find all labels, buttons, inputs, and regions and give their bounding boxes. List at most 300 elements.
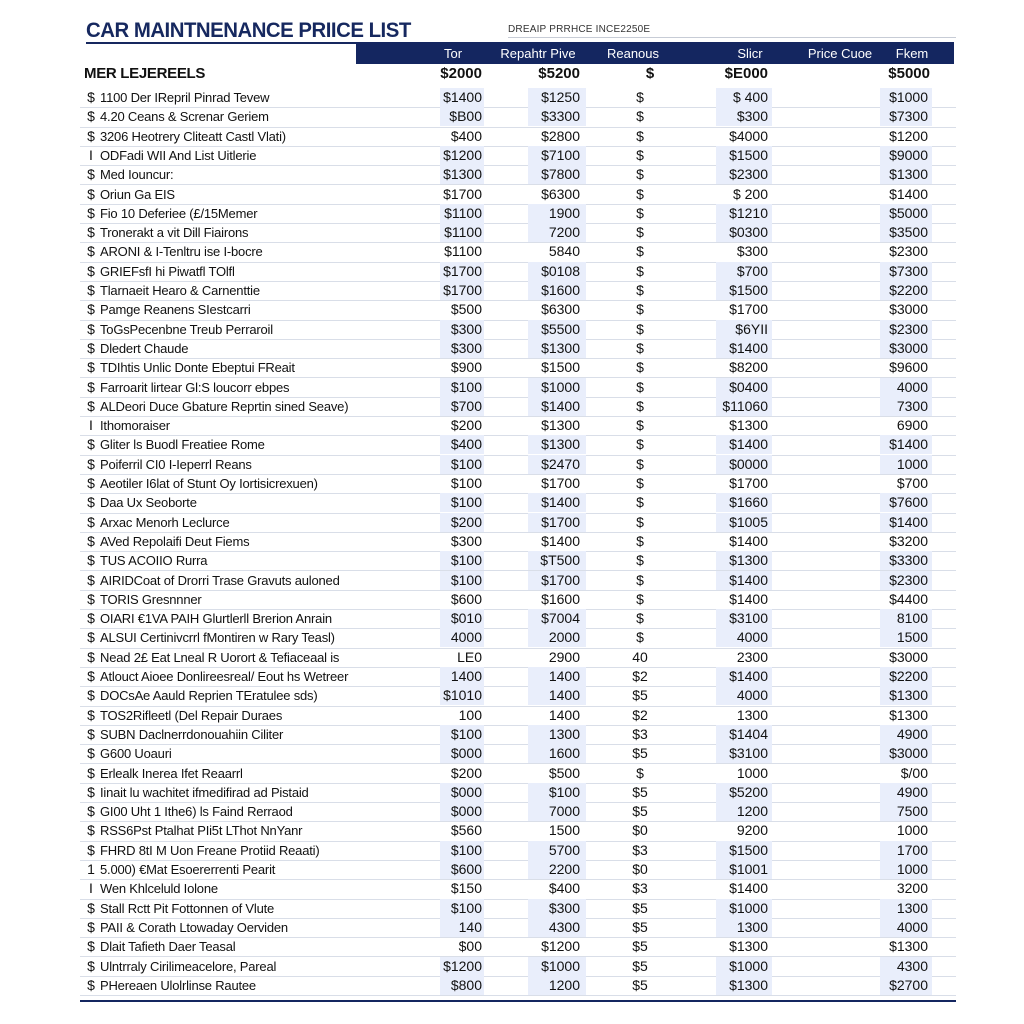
document-subtitle: DREAIP PRRHCE INCE2250E: [508, 24, 651, 35]
price-cell-repair: $300: [548, 899, 580, 916]
row-marker: $: [87, 224, 95, 241]
price-cell-reanous: $: [636, 127, 644, 144]
column-header-6: Fkem: [895, 46, 929, 61]
service-name: Pamge Reanens SIestcarri: [100, 302, 251, 318]
service-name: TOS2Rifleetl (Del Repair Duraes: [100, 707, 283, 723]
price-cell-repair: $3300: [541, 108, 580, 125]
service-name: Ulntrraly Cirilimeacelore, Pareal: [100, 958, 277, 974]
price-cell-slicr: $1000: [729, 899, 768, 916]
table-row: [80, 513, 956, 533]
price-cell-slicr: 4000: [736, 687, 768, 704]
price-cell-slicr: $3100: [729, 610, 768, 627]
price-cell-fkem: $1400: [889, 513, 928, 530]
price-cell-reanous: $: [636, 185, 644, 202]
price-cell-tor: $300: [450, 339, 482, 356]
row-marker: I: [89, 146, 93, 163]
price-cell-repair: $0108: [541, 262, 580, 279]
price-cell-reanous: $: [636, 262, 644, 279]
price-cell-fkem: $700: [896, 475, 928, 491]
price-cell-slicr: $1300: [729, 938, 768, 955]
row-marker: I: [89, 417, 93, 434]
service-name: Poiferril CI0 I-Ieperrl Reans: [100, 456, 252, 472]
price-cell-repair: 7000: [548, 803, 580, 820]
service-name: Erlealk Inerea Ifet Reaarrl: [100, 765, 243, 781]
price-cell-fkem: 4900: [896, 783, 928, 800]
service-name: FHRD 8tI M Uon Freane Protiid Reaati): [100, 842, 320, 858]
price-cell-fkem: 3200: [896, 880, 928, 897]
row-marker: $: [87, 668, 95, 684]
price-cell-fkem: $4400: [889, 590, 928, 607]
price-cell-slicr: $1400: [729, 668, 768, 684]
price-cell-reanous: $: [636, 629, 644, 646]
price-cell-tor: $1100: [444, 204, 482, 221]
price-cell-repair: $7800: [541, 166, 580, 183]
price-cell-fkem: 4000: [896, 918, 928, 935]
row-marker: $: [87, 938, 95, 955]
price-cell-repair: $1300: [541, 339, 580, 356]
row-marker: $: [87, 494, 95, 511]
price-cell-slicr: $1500: [729, 146, 768, 163]
price-cell-reanous: $: [636, 610, 644, 627]
column-header-2: Repahtr Pive: [500, 46, 576, 61]
price-cell-tor: $100: [450, 899, 482, 916]
price-cell-slicr: $300: [736, 108, 768, 125]
price-cell-tor: $150: [450, 880, 482, 897]
price-cell-fkem: $3000: [889, 301, 928, 318]
price-cell-tor: $000: [450, 783, 482, 800]
price-cell-repair: 7200: [548, 224, 580, 241]
price-cell-slicr: 9200: [736, 822, 768, 839]
service-name: Nead 2£ Eat Lneal R Uorort & Tefiaceaal is: [100, 649, 340, 665]
price-cell-reanous: $: [636, 532, 644, 549]
price-cell-slicr: $1000: [729, 957, 768, 974]
price-cell-reanous: $3: [632, 725, 648, 742]
price-cell-tor: $200: [450, 417, 482, 434]
price-cell-slicr: $1400: [729, 590, 768, 607]
price-cell-tor: $1300: [443, 166, 482, 183]
price-cell-slicr: $1300: [729, 417, 768, 434]
price-cell-repair: $1700: [541, 571, 580, 588]
price-cell-slicr: 4000: [736, 629, 768, 646]
price-cell-reanous: $: [636, 359, 644, 376]
table-row: [80, 648, 956, 668]
price-cell-reanous: $: [636, 204, 644, 221]
price-cell-tor: $1700: [443, 185, 482, 202]
price-cell-reanous: $: [636, 764, 644, 781]
row-marker: $: [87, 957, 95, 974]
price-cell-repair: $7100: [541, 146, 580, 163]
service-name: ToGsPecenbne Treub Perraroil: [100, 321, 273, 337]
price-cell-repair: $6300: [541, 301, 580, 318]
service-name: ALSUI Certinivcrrl fMontiren w Rary Teasl): [100, 630, 335, 646]
row-marker: $: [87, 243, 95, 260]
price-cell-tor: $1200: [443, 957, 482, 974]
row-marker: $: [87, 127, 95, 144]
service-name: Wen Khlceluld Iolone: [100, 881, 218, 897]
price-cell-slicr: 1300: [736, 706, 768, 723]
price-cell-reanous: 40: [632, 648, 648, 665]
price-cell-reanous: $: [636, 301, 644, 318]
top-divider: [508, 37, 956, 38]
section-label: MER LEJEREELS: [84, 65, 206, 82]
row-marker: $: [87, 918, 95, 935]
price-cell-reanous: $: [636, 146, 644, 163]
service-name: AVed Repolaifi Deut Fiems: [100, 533, 250, 549]
price-cell-reanous: $: [636, 339, 644, 356]
table-row: [80, 320, 956, 340]
price-cell-reanous: $: [636, 590, 644, 607]
document-title: CAR MAINTNENANCE PRIICE LIST: [86, 19, 411, 42]
price-cell-reanous: $: [636, 494, 644, 511]
price-cell-tor: $010: [450, 610, 482, 627]
price-cell-repair: 1400: [548, 687, 580, 704]
service-name: 4.20 Ceans & Screnar Geriem: [100, 109, 269, 125]
price-cell-reanous: $5: [632, 938, 648, 955]
service-name: Tronerakt a vit Dill Fiairons: [100, 225, 249, 241]
price-cell-reanous: $: [636, 552, 644, 569]
price-cell-slicr: $1700: [729, 301, 768, 318]
row-marker: $: [87, 359, 95, 376]
row-marker: $: [87, 282, 95, 298]
row-marker: $: [87, 301, 95, 318]
table-row: [80, 937, 956, 957]
table-row: [80, 300, 956, 320]
price-cell-repair: 5840: [548, 243, 580, 260]
price-cell-tor: $1200: [443, 146, 482, 163]
row-marker: $: [87, 455, 95, 472]
price-cell-slicr: $4000: [729, 127, 768, 144]
price-cell-fkem: 4900: [896, 725, 928, 742]
row-marker: $: [87, 89, 95, 105]
price-cell-repair: $1250: [541, 89, 580, 105]
price-cell-tor: $600: [450, 590, 482, 607]
price-cell-fkem: $2300: [889, 571, 928, 588]
column-header-3: Reanous: [606, 46, 660, 61]
row-marker: $: [87, 706, 95, 723]
table-row: [80, 879, 956, 899]
table-row: [80, 339, 956, 359]
price-cell-tor: $300: [450, 320, 482, 337]
service-name: Stall Rctt Pit Fottonnen of Vlute: [100, 900, 275, 916]
table-row: [80, 435, 956, 455]
price-cell-slicr: $1005: [729, 513, 768, 530]
price-cell-tor: $1010: [443, 687, 482, 704]
row-marker: $: [87, 185, 95, 202]
title-underline: [86, 42, 358, 44]
row-marker: $: [87, 378, 95, 395]
price-cell-slicr: $6YII: [735, 320, 768, 337]
price-cell-reanous: $3: [632, 880, 648, 897]
price-cell-repair: $1700: [541, 475, 580, 491]
bottom-divider: [80, 1000, 956, 1002]
table-row: [80, 88, 956, 108]
price-cell-slicr: 1300: [736, 918, 768, 935]
price-cell-slicr: $1400: [729, 880, 768, 897]
table-row: [80, 551, 956, 571]
price-cell-reanous: $: [636, 108, 644, 125]
price-cell-repair: $1400: [541, 494, 580, 511]
service-name: Daa Ux Seoborte: [100, 495, 197, 511]
price-cell-fkem: $1300: [889, 166, 928, 183]
price-cell-reanous: $5: [632, 687, 648, 704]
price-cell-fkem: 8100: [896, 610, 928, 627]
price-cell-tor: $100: [450, 475, 482, 491]
row-marker: $: [87, 552, 95, 569]
price-cell-reanous: $: [636, 282, 644, 298]
price-cell-reanous: $5: [632, 783, 648, 800]
price-cell-fkem: 1500: [896, 629, 928, 646]
price-cell-slicr: $0000: [729, 455, 768, 472]
price-cell-slicr: $1210: [729, 204, 768, 221]
price-cell-repair: $T500: [540, 552, 580, 569]
table-row: [80, 918, 956, 938]
price-cell-tor: $100: [450, 571, 482, 588]
price-cell-tor: $300: [450, 532, 482, 549]
price-cell-repair: 2200: [548, 861, 580, 877]
price-cell-tor: $800: [450, 976, 482, 993]
price-cell-repair: $1300: [541, 417, 580, 434]
row-marker: $: [87, 899, 95, 916]
row-marker: I: [89, 880, 93, 897]
table-row: [80, 706, 956, 726]
table-row: [80, 358, 956, 378]
service-name: PAII & Corath Ltowaday Oerviden: [100, 919, 288, 935]
row-marker: $: [87, 976, 95, 993]
price-cell-tor: $200: [450, 513, 482, 530]
price-cell-tor: $200: [450, 764, 482, 781]
price-cell-fkem: $3500: [889, 224, 928, 241]
service-name: TDIhtis Unlic Donte Ebeptui FReait: [100, 360, 295, 376]
price-cell-slicr: $ 200: [732, 185, 768, 202]
table-row: [80, 764, 956, 784]
service-name: 3206 Heotrery Cliteatt Castl Vlati): [100, 128, 286, 144]
row-marker: $: [87, 571, 95, 588]
row-marker: $: [87, 725, 95, 742]
price-cell-slicr: 2300: [736, 648, 768, 665]
subheader-4: $E000: [724, 65, 768, 82]
price-cell-reanous: $5: [632, 957, 648, 974]
table-row: [80, 474, 956, 494]
table-row: [80, 686, 956, 706]
price-cell-repair: 2900: [548, 648, 580, 665]
service-name: Atlouct Aioee Donlireesreal/ Eout hs Wetreer: [100, 669, 349, 684]
row-marker: $: [87, 339, 95, 356]
price-cell-slicr: $300: [736, 243, 768, 260]
service-name: TORIS Gresnnner: [100, 591, 202, 607]
price-cell-slicr: $1300: [729, 976, 768, 993]
price-cell-reanous: $5: [632, 899, 648, 916]
service-name: RSS6Pst Ptalhat PIi5t LThot NnYanr: [100, 823, 303, 839]
table-row: [80, 957, 956, 977]
service-name: ARONI & I-Tenltru ise I-bocre: [100, 244, 263, 260]
service-name: Dlait Tafieth Daer Teasal: [100, 939, 236, 955]
price-cell-tor: 1400: [450, 668, 482, 684]
service-name: G600 Uoauri: [100, 746, 172, 762]
price-cell-tor: $1700: [443, 262, 482, 279]
price-cell-slicr: $8200: [729, 359, 768, 376]
service-name: Iinait lu wachitet ifmedifirad ad Pistaid: [100, 784, 309, 800]
service-name: Fio 10 Deferiee (£/15Memer: [100, 205, 258, 221]
price-cell-slicr: $1500: [729, 282, 768, 298]
price-cell-repair: $1600: [541, 282, 580, 298]
price-cell-fkem: $3200: [889, 532, 928, 549]
row-marker: $: [87, 783, 95, 800]
price-cell-repair: $7004: [541, 610, 580, 627]
price-cell-repair: $2470: [541, 455, 580, 472]
price-cell-reanous: $2: [632, 706, 648, 723]
price-cell-slicr: $1001: [729, 861, 768, 877]
price-cell-fkem: $2300: [889, 320, 928, 337]
price-cell-fkem: $3000: [889, 339, 928, 356]
price-cell-repair: $1500: [541, 359, 580, 376]
price-cell-repair: $400: [548, 880, 580, 897]
price-cell-tor: $1100: [444, 243, 482, 260]
price-cell-fkem: 1000: [896, 861, 928, 877]
price-cell-reanous: $: [636, 89, 644, 105]
price-cell-fkem: $7300: [889, 262, 928, 279]
price-cell-fkem: $1400: [889, 436, 928, 453]
price-cell-fkem: $7300: [889, 108, 928, 125]
price-cell-repair: 4300: [548, 918, 580, 935]
table-row: [80, 571, 956, 591]
price-cell-slicr: 1000: [736, 764, 768, 781]
price-cell-reanous: $0: [632, 861, 648, 877]
table-row: [80, 127, 956, 147]
price-cell-slicr: $1400: [729, 571, 768, 588]
price-cell-fkem: $1300: [889, 687, 928, 704]
table-row: [80, 455, 956, 475]
price-cell-repair: $1300: [541, 436, 580, 453]
price-cell-tor: 4000: [450, 629, 482, 646]
row-marker: $: [87, 590, 95, 607]
price-cell-reanous: $5: [632, 745, 648, 762]
row-marker: $: [87, 629, 95, 646]
price-cell-fkem: 1700: [896, 841, 928, 858]
price-cell-fkem: 6900: [896, 417, 928, 434]
price-cell-reanous: $0: [632, 822, 648, 839]
service-name: Dledert Chaude: [100, 340, 189, 356]
table-row: [80, 397, 956, 417]
service-name: 5.000) €Mat Esoererrenti Pearit: [100, 862, 276, 877]
price-cell-tor: $B00: [449, 108, 482, 125]
column-header-5: Price Cuoe: [807, 46, 873, 61]
price-cell-fkem: $2300: [889, 243, 928, 260]
price-cell-repair: $1000: [541, 378, 580, 395]
price-cell-reanous: $5: [632, 803, 648, 820]
service-name: DOCsAe Aauld Reprien TEratulee sds): [100, 688, 318, 704]
row-marker: $: [87, 841, 95, 858]
price-cell-slicr: $5200: [729, 783, 768, 800]
row-marker: $: [87, 803, 95, 820]
price-cell-repair: 1500: [548, 822, 580, 839]
row-marker: $: [87, 513, 95, 530]
service-name: Gliter ls Buodl Freatiee Rome: [100, 437, 265, 453]
price-cell-repair: $6300: [541, 185, 580, 202]
price-cell-repair: $1600: [541, 590, 580, 607]
price-cell-tor: $900: [450, 359, 482, 376]
price-cell-fkem: 1300: [896, 899, 928, 916]
service-name: OIARI €1VA PAIH Glurtlerll Brerion Anrain: [100, 611, 332, 627]
service-name: ALDeori Duce Gbature Reprtin sined Seave): [100, 398, 349, 414]
price-cell-fkem: $1200: [889, 127, 928, 144]
price-cell-tor: LE0: [457, 648, 482, 665]
row-marker: $: [87, 320, 95, 337]
price-cell-repair: 1600: [548, 745, 580, 762]
price-cell-fkem: $2700: [889, 976, 928, 993]
table-row: [80, 860, 956, 880]
price-cell-repair: 1900: [548, 204, 580, 221]
price-cell-fkem: $/00: [900, 764, 928, 781]
price-cell-fkem: $7600: [889, 494, 928, 511]
row-marker: $: [87, 764, 95, 781]
subheader-5: $5000: [888, 65, 930, 82]
price-cell-reanous: $: [636, 378, 644, 395]
service-name: Aeotiler I6lat of Stunt Oy Iortisicrexuen): [100, 476, 318, 491]
price-cell-repair: $1200: [541, 938, 580, 955]
price-cell-slicr: 1200: [736, 803, 768, 820]
table-row: [80, 185, 956, 205]
service-name: SUBN Daclnerrdonouahiin Ciliter: [100, 726, 284, 742]
price-cell-reanous: $2: [632, 668, 648, 684]
price-cell-repair: 1200: [548, 976, 580, 993]
price-cell-fkem: $3000: [889, 745, 928, 762]
price-cell-tor: $000: [450, 745, 482, 762]
service-name: 1100 Der IRepril Pinrad Tevew: [100, 90, 270, 105]
row-marker: $: [87, 687, 95, 704]
service-name: ODFadi WII And List Uitlerie: [100, 147, 257, 163]
price-cell-fkem: 7500: [896, 803, 928, 820]
price-cell-tor: $000: [450, 803, 482, 820]
price-cell-reanous: $: [636, 166, 644, 183]
price-cell-tor: $100: [450, 552, 482, 569]
row-marker: $: [87, 745, 95, 762]
table-row: [80, 628, 956, 648]
table-row: [80, 783, 956, 803]
row-marker: $: [87, 475, 95, 491]
table-row: [80, 841, 956, 861]
row-marker: $: [87, 204, 95, 221]
table-row: [80, 590, 956, 610]
table-row: [80, 609, 956, 629]
price-cell-repair: 1300: [548, 725, 580, 742]
table-row: [80, 899, 956, 919]
price-cell-repair: $1000: [541, 957, 580, 974]
table-row: [80, 165, 956, 185]
price-cell-slicr: $1500: [729, 841, 768, 858]
table-row: [80, 416, 956, 436]
price-cell-fkem: 7300: [896, 397, 928, 414]
price-cell-slicr: $700: [736, 262, 768, 279]
row-marker: $: [87, 436, 95, 453]
price-cell-fkem: $9600: [889, 359, 928, 376]
price-cell-tor: $600: [450, 861, 482, 877]
service-name: Med Iouncur:: [100, 167, 174, 183]
table-row: [80, 725, 956, 745]
price-cell-fkem: $9000: [889, 146, 928, 163]
price-cell-tor: $1700: [443, 282, 482, 298]
price-cell-tor: $1100: [444, 224, 482, 241]
price-cell-tor: $400: [450, 127, 482, 144]
service-name: Tlarnaeit Hearo & Carnenttie: [100, 283, 260, 298]
price-cell-repair: $5500: [541, 320, 580, 337]
price-cell-slicr: $1660: [729, 494, 768, 511]
table-row: [80, 204, 956, 224]
table-row: [80, 821, 956, 841]
table-row: [80, 242, 956, 262]
service-name: GI00 Uht 1 Ithe6) ls Faind Rerraod: [100, 804, 293, 820]
price-cell-slicr: $ 400: [732, 89, 768, 105]
price-cell-tor: $100: [450, 841, 482, 858]
